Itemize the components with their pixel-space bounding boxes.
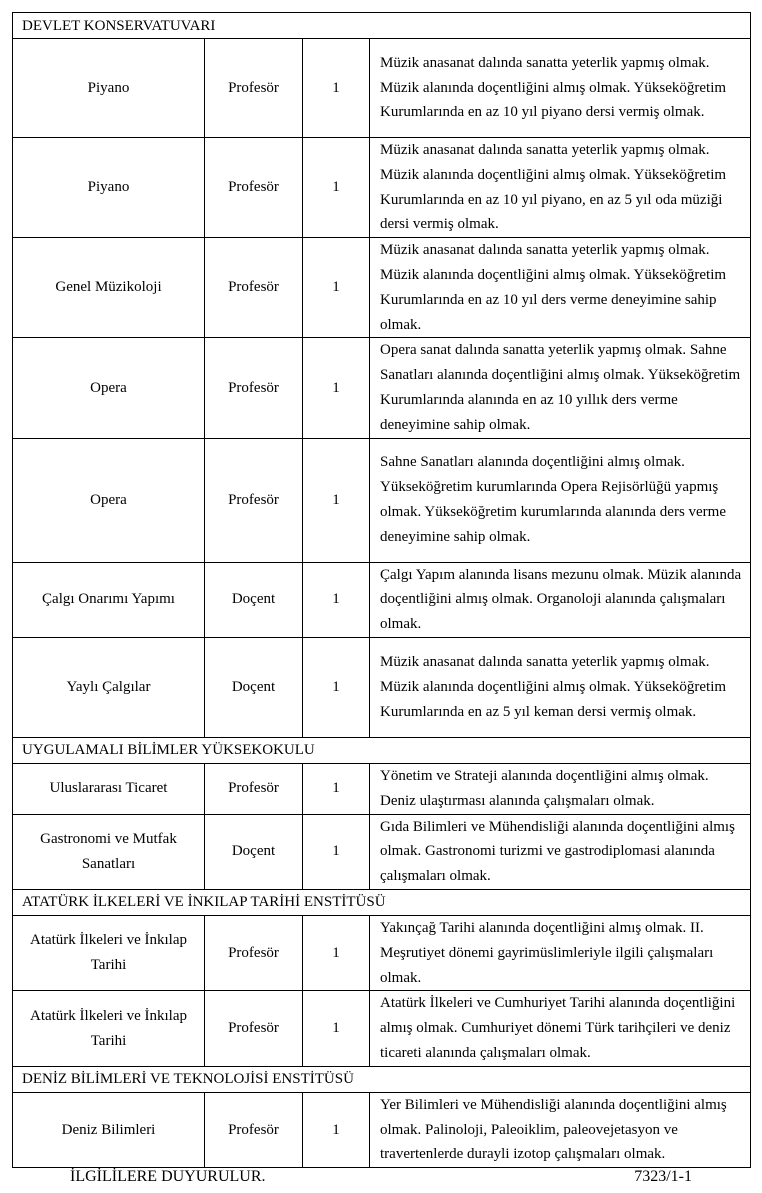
title-cell: Profesör [205, 1092, 303, 1167]
section-header-row [13, 1066, 751, 1092]
count-cell: 1 [303, 39, 370, 138]
count-cell: 1 [303, 763, 370, 814]
title-cell: Profesör [205, 915, 303, 990]
count-cell: 1 [303, 915, 370, 990]
table-row [13, 763, 751, 814]
document-code: 7323/1-1 [634, 1168, 692, 1185]
table-row [13, 915, 751, 990]
title-cell: Doçent [205, 814, 303, 889]
title-cell: Profesör [205, 39, 303, 138]
title-cell: Profesör [205, 763, 303, 814]
table-row [13, 814, 751, 889]
title-cell: Doçent [205, 562, 303, 637]
section-header-row [13, 889, 751, 915]
department-cell: Atatürk İlkeleri ve İnkılap Tarihi [13, 991, 205, 1066]
department-cell: Opera [13, 338, 205, 438]
section-title: ATATÜRK İLKELERİ VE İNKILAP TARİHİ ENSTİTÜSÜ [13, 889, 751, 915]
count-cell: 1 [303, 637, 370, 737]
department-cell: Deniz Bilimleri [13, 1092, 205, 1167]
count-cell: 1 [303, 438, 370, 562]
requirements-cell: Müzik anasanat dalında sanatta yeterlik yapmış olmak. Müzik alanında doçentliğini almış olmak. Yükseköğretim Kurumlarında en az 5 yıl keman dersi vermiş olmak. [370, 637, 751, 737]
title-cell: Profesör [205, 438, 303, 562]
department-cell: Piyano [13, 39, 205, 138]
requirements-cell: Gıda Bilimleri ve Mühendisliği alanında doçentliğini almış olmak. Gastronomi turizmi ve gastrodiplomasi alanında çalışmaları olmak. [370, 814, 751, 889]
department-cell: Opera [13, 438, 205, 562]
requirements-cell: Çalgı Yapım alanında lisans mezunu olmak. Müzik alanında doçentliğini almış olmak. Organoloji alanında çalışmaları olmak. [370, 562, 751, 637]
page-footer [70, 1168, 692, 1186]
requirements-cell: Yer Bilimleri ve Mühendisliği alanında doçentliğini almış olmak. Palinoloji, Paleoiklim, paleovejetasyon ve travertenlerde durayli izotop çalışmaları olmak. [370, 1092, 751, 1167]
count-cell: 1 [303, 138, 370, 238]
count-cell: 1 [303, 338, 370, 438]
department-cell: Uluslararası Ticaret [13, 763, 205, 814]
department-cell: Gastronomi ve Mutfak Sanatları [13, 814, 205, 889]
title-cell: Doçent [205, 637, 303, 737]
requirements-cell: Yönetim ve Strateji alanında doçentliğini almış olmak. Deniz ulaştırması alanında çalışmaları olmak. [370, 763, 751, 814]
requirements-cell: Yakınçağ Tarihi alanında doçentliğini almış olmak. II. Meşrutiyet dönemi gayrimüslimleriyle ilgili çalışmaları olmak. [370, 915, 751, 990]
table-row [13, 438, 751, 562]
count-cell: 1 [303, 991, 370, 1066]
department-cell: Atatürk İlkeleri ve İnkılap Tarihi [13, 915, 205, 990]
department-cell: Yaylı Çalgılar [13, 637, 205, 737]
department-cell: Piyano [13, 138, 205, 238]
section-header-row [13, 737, 751, 763]
table-row [13, 39, 751, 138]
requirements-cell: Opera sanat dalında sanatta yeterlik yapmış olmak. Sahne Sanatları alanında doçentliğini almış olmak. Yükseköğretim Kurumlarında alanında en az 10 yıllık ders verme deneyimine sahip olmak. [370, 338, 751, 438]
title-cell: Profesör [205, 338, 303, 438]
table-row [13, 637, 751, 737]
title-cell: Profesör [205, 991, 303, 1066]
count-cell: 1 [303, 814, 370, 889]
announcement-notice: İLGİLİLERE DUYURULUR. [70, 1168, 266, 1185]
positions-table [12, 12, 751, 1168]
section-header-row [13, 13, 751, 39]
department-cell: Genel Müzikoloji [13, 238, 205, 338]
department-cell: Çalgı Onarımı Yapımı [13, 562, 205, 637]
count-cell: 1 [303, 238, 370, 338]
table-row [13, 991, 751, 1066]
section-title: DENİZ BİLİMLERİ VE TEKNOLOJİSİ ENSTİTÜSÜ [13, 1066, 751, 1092]
title-cell: Profesör [205, 138, 303, 238]
table-row [13, 138, 751, 238]
section-title: UYGULAMALI BİLİMLER YÜKSEKOKULU [13, 737, 751, 763]
table-row [13, 1092, 751, 1167]
table-row [13, 338, 751, 438]
requirements-cell: Sahne Sanatları alanında doçentliğini almış olmak. Yükseköğretim kurumlarında Opera Rejisörlüğü yapmış olmak. Yükseköğretim kurumlarında alanında ders verme deneyimine sahip olmak. [370, 438, 751, 562]
title-cell: Profesör [205, 238, 303, 338]
requirements-cell: Atatürk İlkeleri ve Cumhuriyet Tarihi alanında doçentliğini almış olmak. Cumhuriyet dönemi Türk tarihçileri ve deniz ticareti alanında çalışmaları olmak. [370, 991, 751, 1066]
count-cell: 1 [303, 1092, 370, 1167]
count-cell: 1 [303, 562, 370, 637]
requirements-cell: Müzik anasanat dalında sanatta yeterlik yapmış olmak. Müzik alanında doçentliğini almış olmak. Yükseköğretim Kurumlarında en az 10 yıl piyano, en az 5 yıl oda müziği dersi vermiş olmak. [370, 138, 751, 238]
requirements-cell: Müzik anasanat dalında sanatta yeterlik yapmış olmak. Müzik alanında doçentliğini almış olmak. Yükseköğretim Kurumlarında en az 10 yıl ders verme deneyimine sahip olmak. [370, 238, 751, 338]
section-title: DEVLET KONSERVATUVARI [13, 13, 751, 39]
table-row [13, 562, 751, 637]
requirements-cell: Müzik anasanat dalında sanatta yeterlik yapmış olmak. Müzik alanında doçentliğini almış olmak. Yükseköğretim Kurumlarında en az 10 yıl piyano dersi vermiş olmak. [370, 39, 751, 138]
table-row [13, 238, 751, 338]
